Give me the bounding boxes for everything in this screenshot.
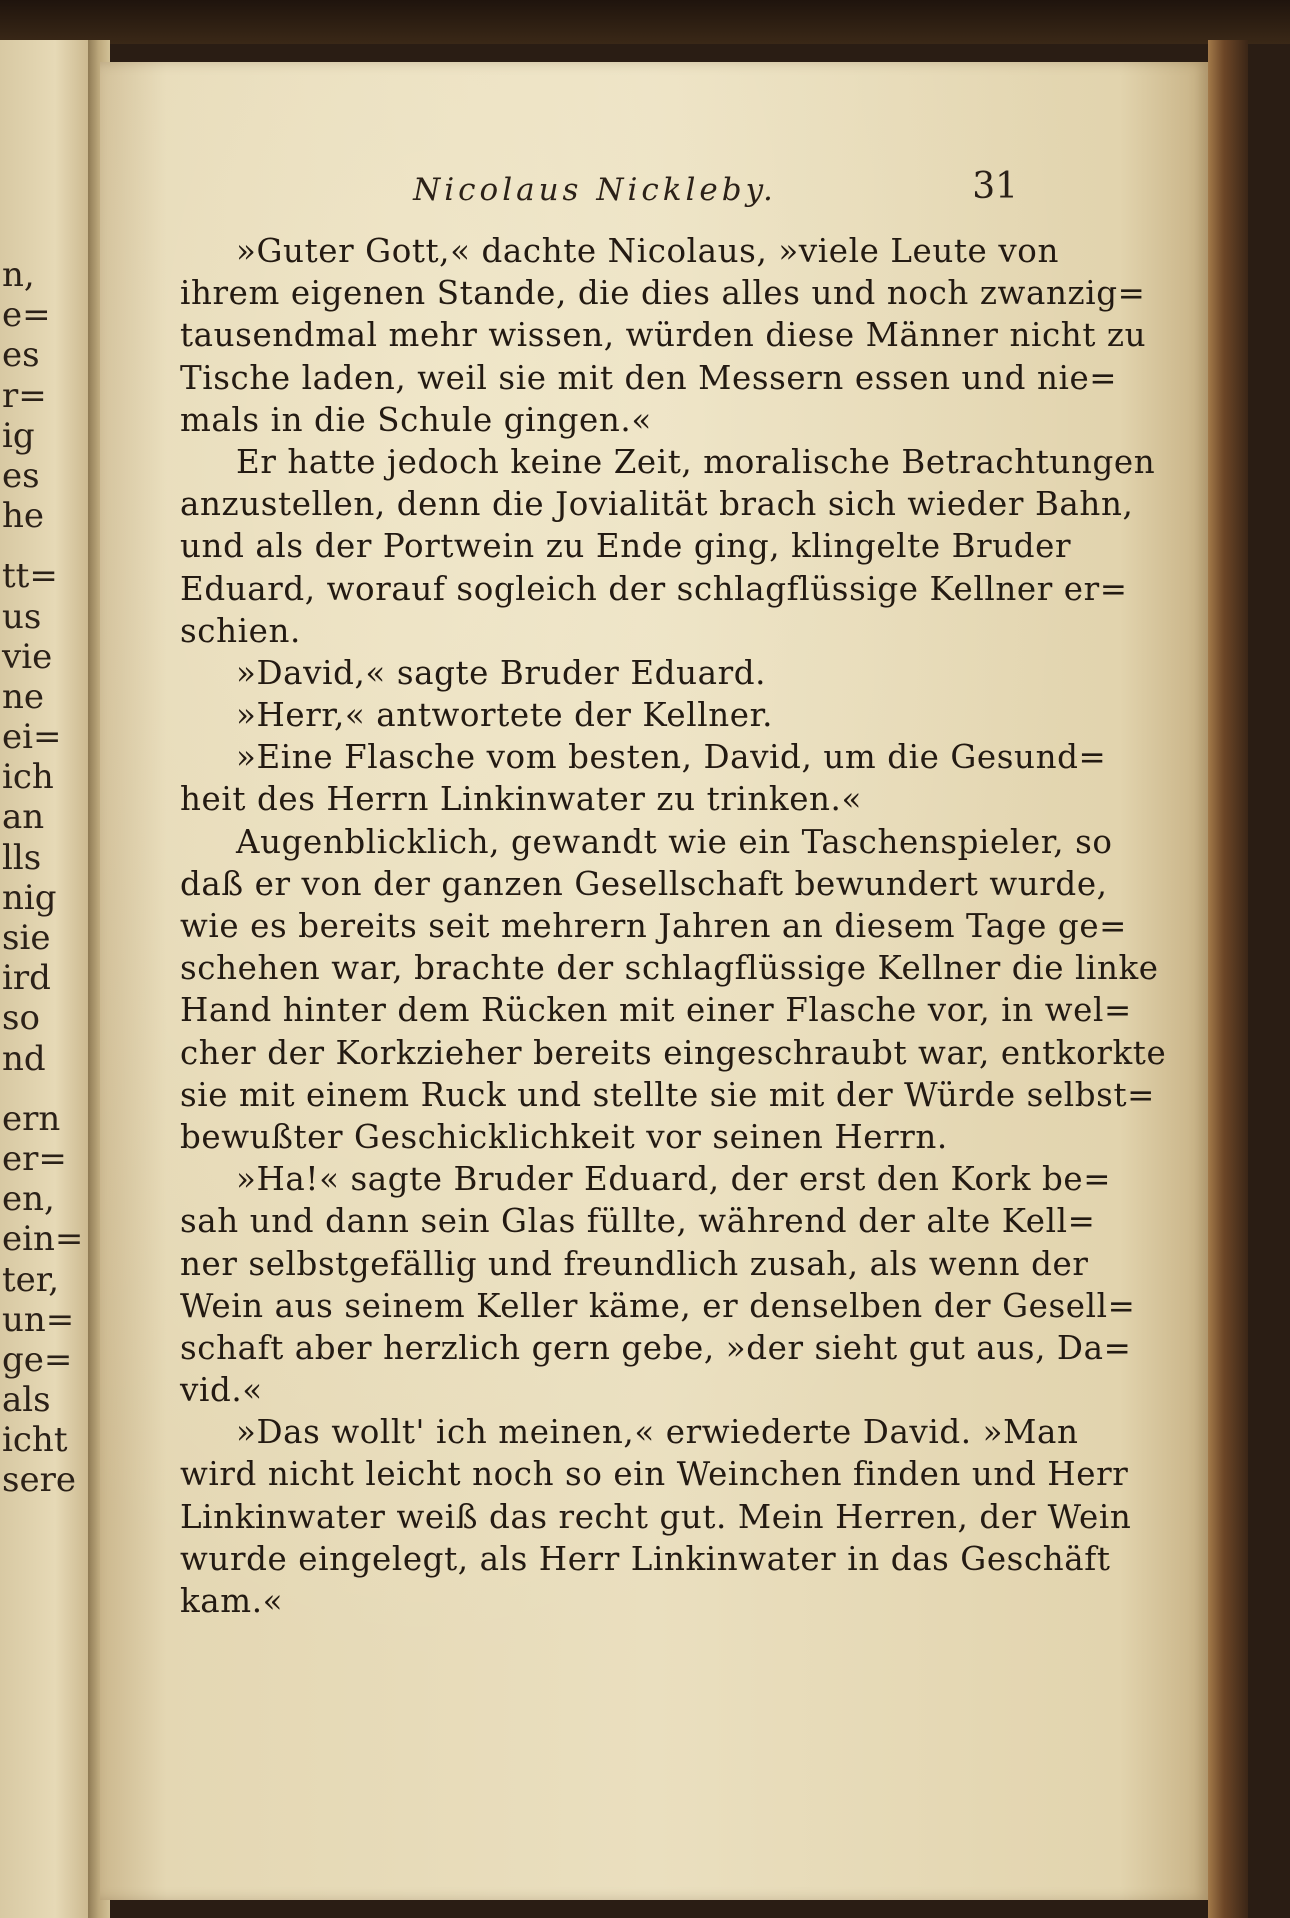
text-line: Augenblicklich, gewandt wie ein Taschenspieler, so <box>236 822 1113 861</box>
cover-board-edge <box>1208 40 1248 1918</box>
left-page-fragment: lls <box>2 837 42 878</box>
text-line: ner selbstgefällig und freundlich zusah, als wenn der <box>180 1244 1089 1283</box>
text-line: bewußter Geschicklichkeit vor seinen Herrn. <box>180 1117 948 1156</box>
left-page-fragment: icht <box>2 1420 68 1461</box>
text-line: cher der Korkzieher bereits eingeschraubt war, entkorkte <box>180 1033 1167 1072</box>
text-line: wie es bereits seit mehrern Jahren an diesem Tage ge= <box>180 907 1128 945</box>
left-page-fragment: ern <box>2 1098 61 1139</box>
left-page-fragment: ter, <box>2 1259 60 1300</box>
text-line: »Ha!« sagte Bruder Eduard, der erst den Kork be= <box>236 1160 1112 1199</box>
text-line: heit des Herrn Linkinwater zu trinken.« <box>180 780 862 819</box>
text-line: anzustellen, denn die Jovialität brach sich wieder Bahn, <box>180 485 1134 524</box>
left-page-fragment: so <box>2 998 40 1039</box>
left-page-fragment: e= <box>2 295 51 336</box>
left-page-fragment <box>0 536 88 556</box>
text-line: Hand hinter dem Rücken mit einer Flasche vor, in wel= <box>180 991 1132 1030</box>
text-line: kam.« <box>180 1582 284 1620</box>
text-line: Tische laden, weil sie mit den Messern essen und nie= <box>180 358 1118 397</box>
text-line: schaft aber herzlich gern gebe, »der sieht gut aus, Da= <box>180 1328 1132 1367</box>
left-page-fragment: r= <box>2 375 47 416</box>
left-page-fragment: he <box>2 496 45 537</box>
left-page-text <box>0 255 88 1501</box>
running-title: Nicolaus Nickleby. <box>413 172 777 208</box>
text-line: Wein aus seinem Keller käme, er denselben der Gesell= <box>180 1286 1136 1325</box>
text-line: schien. <box>180 611 301 650</box>
text-line: vid.« <box>180 1371 263 1410</box>
text-line: »David,« sagte Bruder Eduard. <box>236 653 767 692</box>
left-page-fragment: sie <box>2 918 51 958</box>
left-facing-page <box>0 40 92 1918</box>
text-line: ihrem eigenen Stande, die dies alles und noch zwanzig= <box>180 274 1146 313</box>
left-page-fragment: es <box>2 335 40 376</box>
left-page-fragment: us <box>2 596 42 637</box>
left-page-fragment: n, <box>2 255 35 295</box>
left-page-fragment: ig <box>2 415 35 456</box>
text-line: tausendmal mehr wissen, würden diese Männer nicht zu <box>180 316 1147 355</box>
left-page-fragment: sere <box>2 1460 76 1501</box>
left-page-fragment: en, <box>2 1179 55 1220</box>
text-line: Er hatte jedoch keine Zeit, moralische Betrachtungen <box>236 442 1156 481</box>
text-line: »Eine Flasche vom besten, David, um die Gesund= <box>236 738 1107 777</box>
page-header <box>180 166 1018 220</box>
text-line: wurde eingelegt, als Herr Linkinwater in das Geschäft <box>180 1539 1111 1578</box>
text-line: mals in die Schule gingen.« <box>180 400 652 439</box>
left-page-fragment: ein= <box>2 1219 84 1260</box>
left-page-fragment: un= <box>2 1299 75 1340</box>
text-line: sie mit einem Ruck und stellte sie mit der Würde selbst= <box>180 1075 1155 1114</box>
left-page-fragment: als <box>2 1380 51 1421</box>
text-line: schehen war, brachte der schlagflüssige Kellner die linke <box>180 949 1159 988</box>
left-page-fragment: tt= <box>2 556 58 597</box>
page-number: 31 <box>972 166 1018 207</box>
left-page-fragment: ich <box>2 757 54 798</box>
top-edge <box>0 0 1290 44</box>
text-line: daß er von der ganzen Gesellschaft bewundert wurde, <box>180 864 1108 903</box>
text-line: »Guter Gott,« dachte Nicolaus, »viele Leute von <box>236 232 1059 270</box>
left-page-fragment: er= <box>2 1138 67 1179</box>
left-page-fragment: ne <box>2 676 45 717</box>
left-page-fragment: es <box>2 455 40 496</box>
body-text <box>180 230 1167 1622</box>
text-line: sah und dann sein Glas füllte, während der alte Kell= <box>180 1202 1096 1241</box>
left-page-fragment <box>0 1079 88 1099</box>
text-line: Eduard, worauf sogleich der schlagflüssige Kellner er= <box>180 569 1128 608</box>
text-line: »Das wollt' ich meinen,« erwiederte David. »Man <box>236 1413 1079 1452</box>
left-page-fragment: ird <box>2 958 51 999</box>
text-line: wird nicht leicht noch so ein Weinchen finden und Herr <box>180 1455 1129 1494</box>
left-page-fragment: nig <box>2 877 57 918</box>
left-page-fragment: vie <box>2 636 53 677</box>
left-page-fragment: nd <box>2 1038 46 1079</box>
left-page-fragment: ei= <box>2 717 62 758</box>
text-line: und als der Portwein zu Ende ging, klingelte Bruder <box>180 527 1072 566</box>
left-page-fragment: ge= <box>2 1339 73 1380</box>
text-line: Linkinwater weiß das recht gut. Mein Herren, der Wein <box>180 1497 1132 1536</box>
left-page-fragment: an <box>2 797 45 838</box>
text-line: »Herr,« antwortete der Kellner. <box>236 696 774 735</box>
